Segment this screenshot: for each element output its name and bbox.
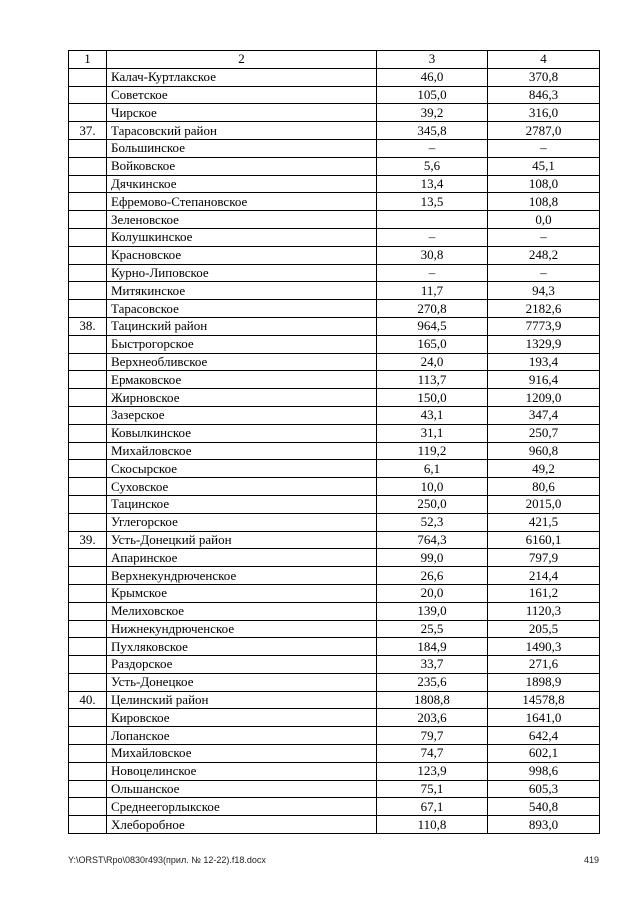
settlement-name-cell: Зеленовское: [107, 211, 377, 229]
settlement-name-cell: Ермаковское: [107, 371, 377, 389]
settlement-name-cell: Ковылкинское: [107, 424, 377, 442]
table-row: [69, 371, 600, 389]
value-col4-cell: 250,7: [488, 424, 600, 442]
row-number-cell: [69, 211, 107, 229]
value-col3-cell: –: [377, 228, 488, 246]
value-col3-cell: 764,3: [377, 531, 488, 549]
value-col4-cell: 1209,0: [488, 389, 600, 407]
value-col3-cell: 31,1: [377, 424, 488, 442]
row-number-cell: [69, 228, 107, 246]
value-col4-cell: 960,8: [488, 442, 600, 460]
settlement-name-cell: Тацинское: [107, 495, 377, 513]
settlement-name-cell: Зазерское: [107, 406, 377, 424]
value-col4-cell: 1898,9: [488, 673, 600, 691]
settlement-name-cell: Ефремово-Степановское: [107, 193, 377, 211]
table-row: [69, 780, 600, 798]
page-number: 419: [583, 855, 599, 865]
value-col3-cell: 74,7: [377, 745, 488, 763]
table-row: [69, 531, 600, 549]
settlement-name-cell: Быстрогорское: [107, 335, 377, 353]
settlement-name-cell: Нижнекундрюченское: [107, 620, 377, 638]
value-col3-cell: 165,0: [377, 335, 488, 353]
value-col4-cell: 347,4: [488, 406, 600, 424]
row-number-cell: [69, 727, 107, 745]
settlement-name-cell: Крымское: [107, 584, 377, 602]
table-row: [69, 620, 600, 638]
value-col3-cell: 52,3: [377, 513, 488, 531]
value-col4-cell: 108,8: [488, 193, 600, 211]
value-col4-cell: –: [488, 139, 600, 157]
row-number-cell: [69, 602, 107, 620]
table-row: [69, 567, 600, 585]
table-row: [69, 798, 600, 816]
value-col3-cell: 964,5: [377, 317, 488, 335]
settlement-name-cell: Тацинский район: [107, 317, 377, 335]
table-row: [69, 104, 600, 122]
row-number-cell: [69, 709, 107, 727]
table-row: [69, 317, 600, 335]
settlement-name-cell: Суховское: [107, 478, 377, 496]
value-col4-cell: 214,4: [488, 567, 600, 585]
table-row: [69, 122, 600, 140]
settlement-name-cell: Углегорское: [107, 513, 377, 531]
value-col3-cell: 26,6: [377, 567, 488, 585]
row-number-cell: [69, 406, 107, 424]
value-col3-cell: 235,6: [377, 673, 488, 691]
value-col4-cell: –: [488, 228, 600, 246]
table-row: [69, 424, 600, 442]
table-row: [69, 673, 600, 691]
settlement-name-cell: Кировское: [107, 709, 377, 727]
settlement-name-cell: Ольшанское: [107, 780, 377, 798]
value-col3-cell: 39,2: [377, 104, 488, 122]
settlement-name-cell: Большинское: [107, 139, 377, 157]
data-table: [68, 50, 600, 834]
value-col3-cell: 1808,8: [377, 691, 488, 709]
value-col3-cell: –: [377, 139, 488, 157]
value-col3-cell: 345,8: [377, 122, 488, 140]
settlement-name-cell: Тарасовский район: [107, 122, 377, 140]
settlement-name-cell: Михайловское: [107, 745, 377, 763]
value-col3-cell: 30,8: [377, 246, 488, 264]
value-col4-cell: 2015,0: [488, 495, 600, 513]
value-col3-cell: 184,9: [377, 638, 488, 656]
row-number-cell: [69, 282, 107, 300]
settlement-name-cell: Мелиховское: [107, 602, 377, 620]
settlement-name-cell: Среднеегорлыкское: [107, 798, 377, 816]
value-col4-cell: 846,3: [488, 86, 600, 104]
value-col3-cell: 203,6: [377, 709, 488, 727]
value-col4-cell: 893,0: [488, 816, 600, 834]
table-row: [69, 282, 600, 300]
row-number-cell: [69, 335, 107, 353]
value-col3-cell: 67,1: [377, 798, 488, 816]
settlement-name-cell: Колушкинское: [107, 228, 377, 246]
table-row: [69, 584, 600, 602]
value-col4-cell: 370,8: [488, 68, 600, 86]
table-row: [69, 335, 600, 353]
settlement-name-cell: Советское: [107, 86, 377, 104]
value-col4-cell: 316,0: [488, 104, 600, 122]
value-col3-cell: [377, 211, 488, 229]
table-row: [69, 264, 600, 282]
table-row: [69, 175, 600, 193]
row-number-cell: 40.: [69, 691, 107, 709]
table-row: [69, 353, 600, 371]
row-number-cell: [69, 86, 107, 104]
value-col3-cell: 13,4: [377, 175, 488, 193]
value-col4-cell: 94,3: [488, 282, 600, 300]
settlement-name-cell: Лопанское: [107, 727, 377, 745]
value-col4-cell: 108,0: [488, 175, 600, 193]
value-col4-cell: 797,9: [488, 549, 600, 567]
value-col4-cell: 80,6: [488, 478, 600, 496]
table-row: [69, 406, 600, 424]
table-row: [69, 691, 600, 709]
value-col4-cell: 6160,1: [488, 531, 600, 549]
table-row: [69, 300, 600, 318]
value-col3-cell: 270,8: [377, 300, 488, 318]
value-col3-cell: 250,0: [377, 495, 488, 513]
header-cell: 4: [488, 51, 600, 69]
row-number-cell: [69, 780, 107, 798]
table-row: [69, 211, 600, 229]
table-row: [69, 495, 600, 513]
row-number-cell: [69, 513, 107, 531]
row-number-cell: [69, 638, 107, 656]
table-row: [69, 656, 600, 674]
table-row: [69, 157, 600, 175]
value-col4-cell: 7773,9: [488, 317, 600, 335]
row-number-cell: [69, 495, 107, 513]
table-row: [69, 762, 600, 780]
table-row: [69, 442, 600, 460]
settlement-name-cell: Михайловское: [107, 442, 377, 460]
row-number-cell: [69, 193, 107, 211]
row-number-cell: 38.: [69, 317, 107, 335]
row-number-cell: [69, 104, 107, 122]
value-col4-cell: 605,3: [488, 780, 600, 798]
header-cell: 2: [107, 51, 377, 69]
table-body: [69, 68, 600, 833]
value-col4-cell: 14578,8: [488, 691, 600, 709]
row-number-cell: [69, 264, 107, 282]
value-col4-cell: 2182,6: [488, 300, 600, 318]
value-col3-cell: 33,7: [377, 656, 488, 674]
settlement-name-cell: Жирновское: [107, 389, 377, 407]
value-col4-cell: 421,5: [488, 513, 600, 531]
row-number-cell: 39.: [69, 531, 107, 549]
row-number-cell: [69, 246, 107, 264]
table-row: [69, 460, 600, 478]
value-col3-cell: 13,5: [377, 193, 488, 211]
row-number-cell: [69, 798, 107, 816]
settlement-name-cell: Верхнекундрюченское: [107, 567, 377, 585]
settlement-name-cell: Верхнеобливское: [107, 353, 377, 371]
table-header-row: [69, 51, 600, 69]
value-col4-cell: 916,4: [488, 371, 600, 389]
value-col4-cell: 1490,3: [488, 638, 600, 656]
table-row: [69, 602, 600, 620]
value-col3-cell: 105,0: [377, 86, 488, 104]
table-row: [69, 246, 600, 264]
value-col4-cell: 2787,0: [488, 122, 600, 140]
value-col3-cell: 24,0: [377, 353, 488, 371]
value-col4-cell: 602,1: [488, 745, 600, 763]
settlement-name-cell: Митякинское: [107, 282, 377, 300]
value-col4-cell: 1120,3: [488, 602, 600, 620]
value-col4-cell: 1641,0: [488, 709, 600, 727]
settlement-name-cell: Дячкинское: [107, 175, 377, 193]
header-cell: 1: [69, 51, 107, 69]
header-cell: 3: [377, 51, 488, 69]
row-number-cell: [69, 175, 107, 193]
table-row: [69, 193, 600, 211]
settlement-name-cell: Чирское: [107, 104, 377, 122]
settlement-name-cell: Целинский район: [107, 691, 377, 709]
value-col3-cell: 25,5: [377, 620, 488, 638]
value-col4-cell: 193,4: [488, 353, 600, 371]
value-col3-cell: 43,1: [377, 406, 488, 424]
value-col4-cell: 0,0: [488, 211, 600, 229]
value-col3-cell: 119,2: [377, 442, 488, 460]
value-col3-cell: 46,0: [377, 68, 488, 86]
settlement-name-cell: Раздорское: [107, 656, 377, 674]
value-col3-cell: 75,1: [377, 780, 488, 798]
value-col3-cell: 123,9: [377, 762, 488, 780]
settlement-name-cell: Хлеборобное: [107, 816, 377, 834]
row-number-cell: [69, 567, 107, 585]
value-col4-cell: 540,8: [488, 798, 600, 816]
value-col4-cell: 49,2: [488, 460, 600, 478]
value-col3-cell: 99,0: [377, 549, 488, 567]
row-number-cell: [69, 139, 107, 157]
row-number-cell: [69, 300, 107, 318]
row-number-cell: [69, 68, 107, 86]
table-row: [69, 86, 600, 104]
table-row: [69, 478, 600, 496]
row-number-cell: [69, 816, 107, 834]
row-number-cell: 37.: [69, 122, 107, 140]
value-col4-cell: 161,2: [488, 584, 600, 602]
settlement-name-cell: Скосырское: [107, 460, 377, 478]
value-col3-cell: 11,7: [377, 282, 488, 300]
settlement-name-cell: Усть-Донецкий район: [107, 531, 377, 549]
row-number-cell: [69, 549, 107, 567]
table-row: [69, 549, 600, 567]
row-number-cell: [69, 353, 107, 371]
value-col4-cell: 248,2: [488, 246, 600, 264]
value-col3-cell: 79,7: [377, 727, 488, 745]
file-path: Y:\ORST\Rpo\0830r493(прил. № 12-22).f18.docx: [68, 855, 266, 865]
table-row: [69, 513, 600, 531]
settlement-name-cell: Апаринское: [107, 549, 377, 567]
table-row: [69, 139, 600, 157]
value-col3-cell: 113,7: [377, 371, 488, 389]
value-col4-cell: –: [488, 264, 600, 282]
value-col3-cell: 10,0: [377, 478, 488, 496]
settlement-name-cell: Калач-Куртлакское: [107, 68, 377, 86]
settlement-name-cell: Тарасовское: [107, 300, 377, 318]
table-row: [69, 228, 600, 246]
value-col3-cell: 20,0: [377, 584, 488, 602]
table-row: [69, 709, 600, 727]
value-col3-cell: 110,8: [377, 816, 488, 834]
settlement-name-cell: Усть-Донецкое: [107, 673, 377, 691]
row-number-cell: [69, 478, 107, 496]
value-col3-cell: 5,6: [377, 157, 488, 175]
table-row: [69, 727, 600, 745]
value-col4-cell: 205,5: [488, 620, 600, 638]
value-col3-cell: –: [377, 264, 488, 282]
value-col3-cell: 6,1: [377, 460, 488, 478]
value-col4-cell: 45,1: [488, 157, 600, 175]
settlement-name-cell: Новоцелинское: [107, 762, 377, 780]
row-number-cell: [69, 424, 107, 442]
row-number-cell: [69, 620, 107, 638]
value-col4-cell: 271,6: [488, 656, 600, 674]
row-number-cell: [69, 745, 107, 763]
row-number-cell: [69, 656, 107, 674]
table-row: [69, 638, 600, 656]
row-number-cell: [69, 762, 107, 780]
value-col3-cell: 139,0: [377, 602, 488, 620]
table-row: [69, 68, 600, 86]
settlement-name-cell: Красновское: [107, 246, 377, 264]
value-col4-cell: 642,4: [488, 727, 600, 745]
row-number-cell: [69, 442, 107, 460]
table-row: [69, 816, 600, 834]
table-row: [69, 389, 600, 407]
value-col3-cell: 150,0: [377, 389, 488, 407]
table-row: [69, 745, 600, 763]
row-number-cell: [69, 389, 107, 407]
value-col4-cell: 998,6: [488, 762, 600, 780]
value-col4-cell: 1329,9: [488, 335, 600, 353]
row-number-cell: [69, 673, 107, 691]
row-number-cell: [69, 157, 107, 175]
settlement-name-cell: Курно-Липовское: [107, 264, 377, 282]
row-number-cell: [69, 460, 107, 478]
settlement-name-cell: Войковское: [107, 157, 377, 175]
row-number-cell: [69, 371, 107, 389]
row-number-cell: [69, 584, 107, 602]
settlement-name-cell: Пухляковское: [107, 638, 377, 656]
